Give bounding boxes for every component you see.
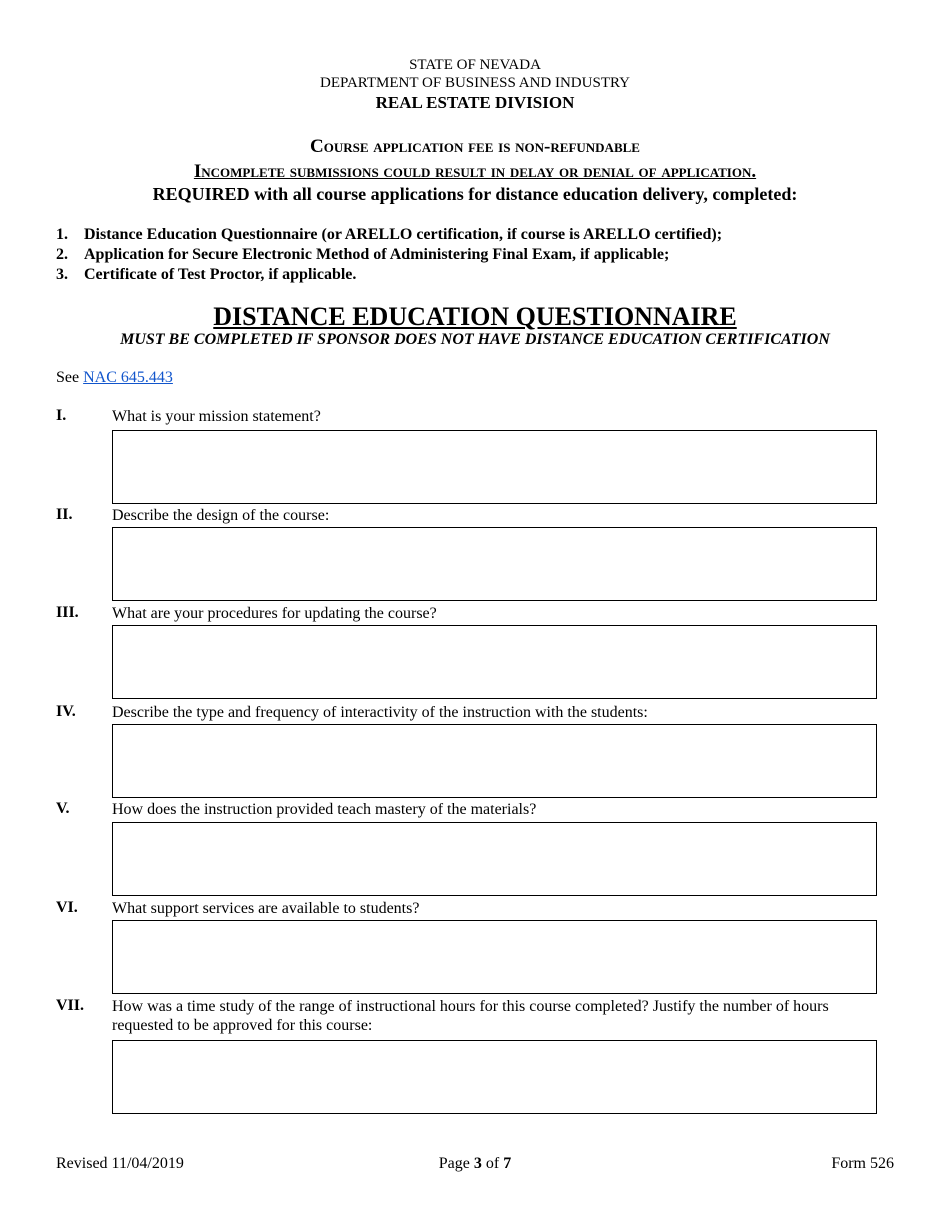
page-subtitle: MUST BE COMPLETED IF SPONSOR DOES NOT HAVE DISTANCE EDUCATION CERTIFICATION [120, 331, 830, 348]
list-item-text: Certificate of Test Proctor, if applicable. [84, 266, 357, 283]
notice-fee: Course application fee is non-refundable [310, 136, 640, 157]
answer-field-2[interactable] [112, 527, 877, 601]
answer-field-7[interactable] [112, 1040, 877, 1114]
list-item [56, 245, 916, 265]
required-items-list [56, 225, 916, 285]
notice-required: REQUIRED with all course applications for distance education delivery, completed: [152, 184, 798, 204]
list-item-number: 3. [56, 266, 68, 283]
header-division: REAL ESTATE DIVISION [375, 93, 575, 112]
answer-field-3[interactable] [112, 625, 877, 699]
page-current: 3 [473, 1155, 482, 1172]
list-item-number: 1. [56, 226, 68, 243]
question-text: How was a time study of the range of instructional hours for this course completed? Justify the number of hours requested to be approved for this course: [112, 998, 829, 1034]
header-state: STATE OF NEVADA [409, 57, 541, 73]
list-item-number: 2. [56, 246, 68, 263]
footer-revised: Revised 11/04/2019 [56, 1155, 184, 1172]
header-department: DEPARTMENT OF BUSINESS AND INDUSTRY [320, 75, 630, 91]
list-item-text: Application for Secure Electronic Method of Administering Final Exam, if applicable; [84, 246, 670, 263]
question-number: I. [56, 407, 67, 424]
answer-field-4[interactable] [112, 724, 877, 798]
question-text: What is your mission statement? [112, 408, 321, 425]
question-number: VI. [56, 899, 78, 916]
answer-field-5[interactable] [112, 822, 877, 896]
answer-field-1[interactable] [112, 430, 877, 504]
question-text: What support services are available to students? [112, 900, 420, 917]
see-prefix: See [56, 369, 84, 386]
answer-field-6[interactable] [112, 920, 877, 994]
question-text: Describe the design of the course: [112, 507, 330, 524]
page-title: DISTANCE EDUCATION QUESTIONNAIRE [213, 302, 737, 331]
list-item [56, 265, 916, 285]
page-of: of [481, 1155, 504, 1172]
see-reference [56, 369, 173, 387]
list-item-text: Distance Education Questionnaire (or ARELLO certification, if course is ARELLO certified); [84, 226, 723, 243]
question-number: IV. [56, 703, 76, 720]
question-number: V. [56, 800, 70, 817]
page-prefix: Page [438, 1155, 474, 1172]
question-number: II. [56, 506, 73, 523]
list-item [56, 225, 916, 245]
question-text: What are your procedures for updating the course? [112, 605, 437, 622]
footer-form-number: Form 526 [831, 1155, 894, 1172]
notice-incomplete: Incomplete submissions could result in delay or denial of application. [193, 161, 757, 182]
question-number: VII. [56, 997, 85, 1014]
question-text: Describe the type and frequency of interactivity of the instruction with the students: [112, 704, 648, 721]
footer-page-number [0, 1155, 950, 1173]
question-text: How does the instruction provided teach mastery of the materials? [112, 801, 537, 818]
nac-link[interactable]: NAC 645.443 [83, 369, 173, 386]
page-total: 7 [503, 1155, 512, 1172]
question-number: III. [56, 604, 79, 621]
